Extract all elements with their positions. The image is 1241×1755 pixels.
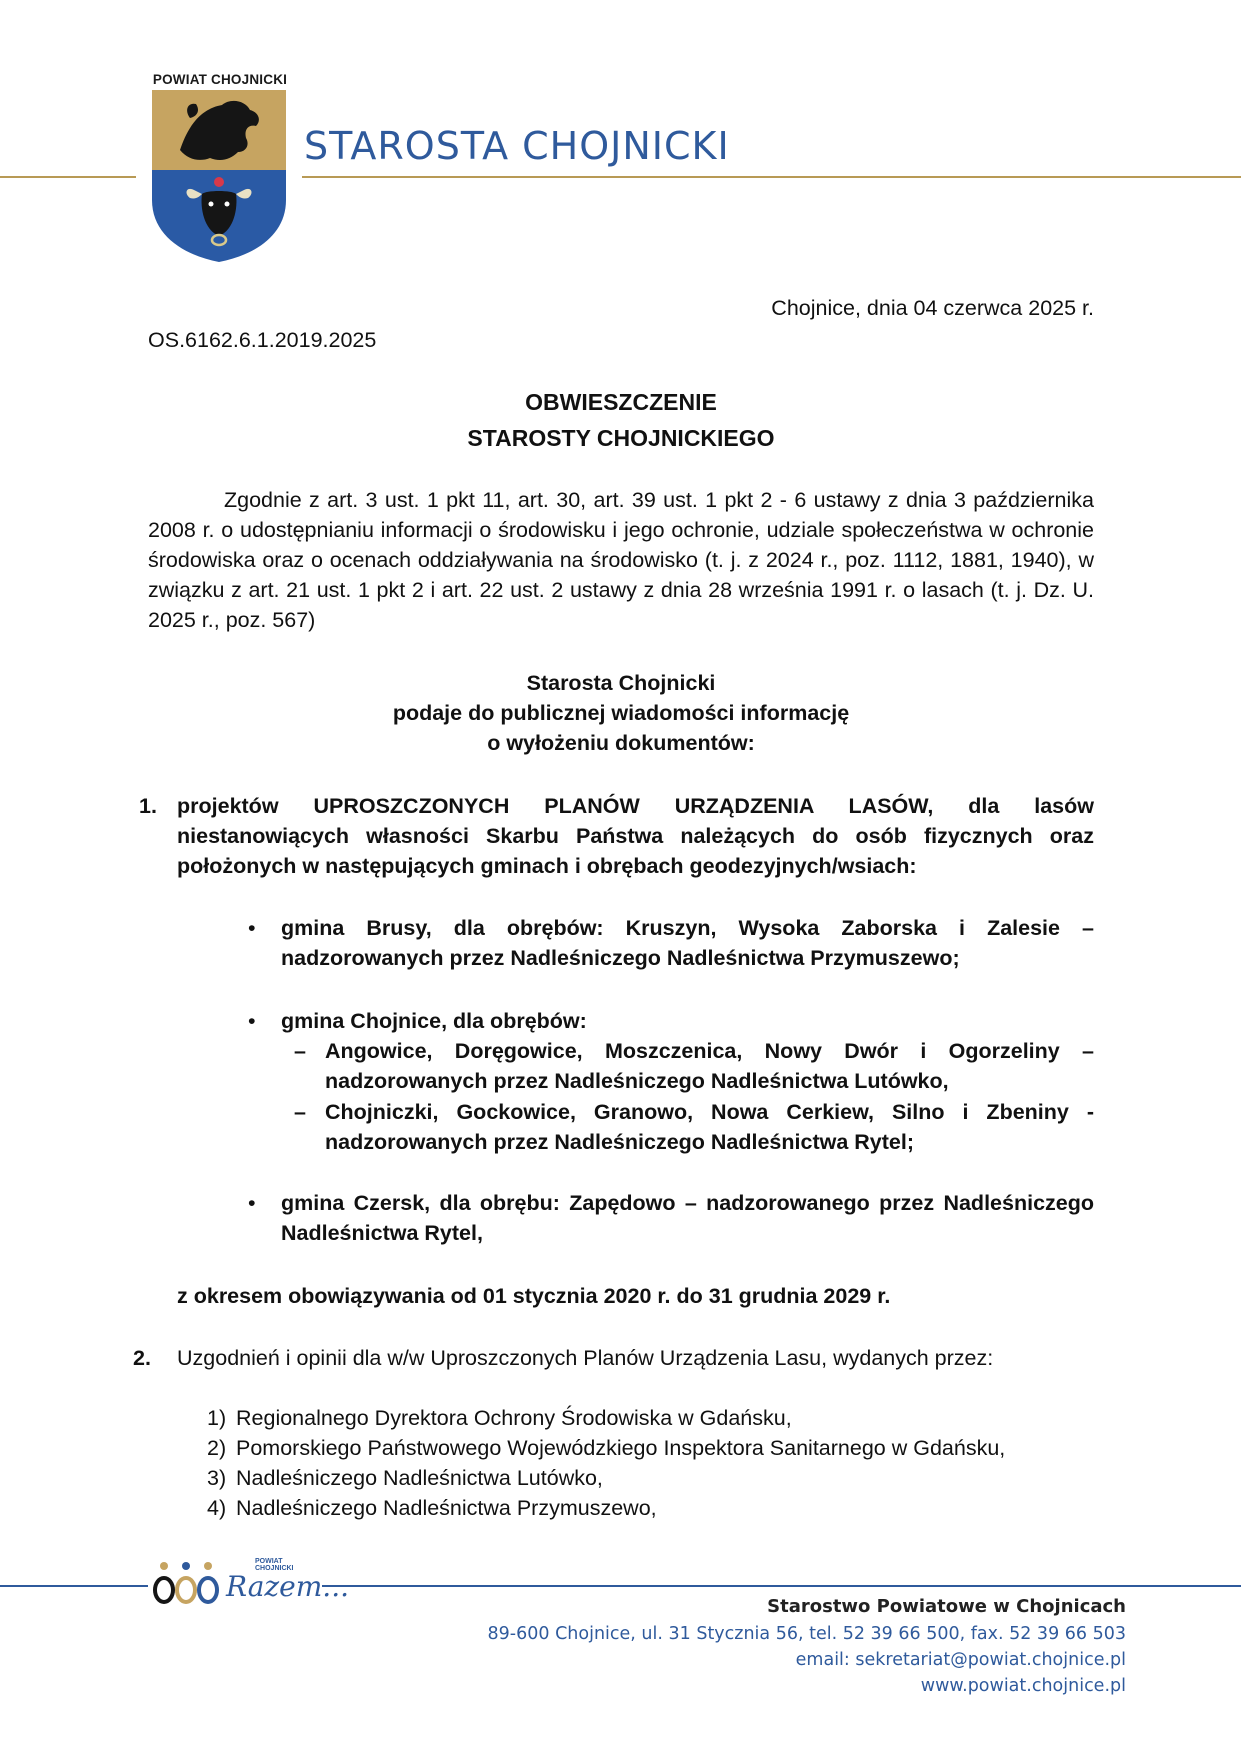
razem-logo-icon — [152, 1558, 222, 1608]
footer-logo-word: Razem... — [226, 1570, 349, 1603]
footer-address: 89-600 Chojnice, ul. 31 Stycznia 56, tel. 52 39 66 500, fax. 52 39 66 503 — [487, 1624, 1126, 1644]
item2-sub-number: 2) — [207, 1436, 227, 1460]
item2-sub-number: 1) — [207, 1406, 227, 1430]
document-date: Chojnice, dnia 04 czerwca 2025 r. — [771, 296, 1094, 320]
header-rule-left — [0, 176, 136, 178]
item2-text: Uzgodnień i opinii dla w/w Uproszczonych Planów Urządzenia Lasu, wydanych przez: — [177, 1346, 994, 1370]
item2-sub-text: Pomorskiego Państwowego Wojewódzkiego Inspektora Sanitarnego w Gdańsku, — [236, 1436, 1006, 1460]
heading-line2: STAROSTY CHOJNICKIEGO — [467, 425, 775, 451]
item1-bullet-czersk: gmina Czersk, dla obrębu: Zapędowo – nadzorowanego przez Nadleśniczego Nadleśnictwa Rytel, — [281, 1191, 1094, 1245]
footer-office: Starostwo Powiatowe w Chojnicach — [767, 1596, 1126, 1617]
item1-bullet-chojnice: gmina Chojnice, dla obrębów: — [281, 1009, 587, 1033]
brand-title: STAROSTA CHOJNICKI — [304, 124, 730, 168]
item1-bullet-brusy: gmina Brusy, dla obrębów: Kruszyn, Wysoka Zaborska i Zalesie – nadzorowanych przez Nadleśniczego Nadleśnictwa Przymuszewo; — [281, 916, 1094, 970]
dash-icon: – — [294, 1039, 306, 1063]
announcement-line3: o wyłożeniu dokumentów: — [487, 731, 755, 755]
item2-sub-text: Nadleśniczego Nadleśnictwa Lutówko, — [236, 1466, 603, 1490]
bullet-icon: • — [248, 916, 256, 940]
item2-sub-text: Regionalnego Dyrektora Ochrony Środowiska w Gdańsku, — [236, 1406, 792, 1430]
intro-paragraph — [148, 485, 1094, 635]
coat-of-arms-icon — [150, 90, 288, 262]
crest-caption: POWIAT CHOJNICKI — [152, 72, 288, 87]
case-signature: OS.6162.6.1.2019.2025 — [148, 328, 377, 352]
announcement-line2: podaje do publicznej wiadomości informację — [392, 701, 850, 725]
item1-number: 1. — [139, 794, 157, 818]
footer-website[interactable]: www.powiat.chojnice.pl — [920, 1676, 1126, 1696]
footer-email[interactable]: email: sekretariat@powiat.chojnice.pl — [795, 1650, 1126, 1670]
item1-validity: z okresem obowiązywania od 01 stycznia 2020 r. do 31 grudnia 2029 r. — [177, 1284, 891, 1308]
item2-sub-text: Nadleśniczego Nadleśnictwa Przymuszewo, — [236, 1496, 657, 1520]
announcement-line1: Starosta Chojnicki — [526, 671, 716, 695]
footer-rule-right — [322, 1585, 1241, 1587]
bullet-icon: • — [248, 1009, 256, 1033]
item1-text: projektów UPROSZCZONYCH PLANÓW URZĄDZENIA LASÓW, dla lasów niestanowiących własności Skarbu Państwa należących do osób fizycznych oraz położonych w następujących gminach i obrębach geodezyjnych/wsiach: — [177, 794, 1094, 878]
footer-logo-caption: POWIAT CHOJNICKI — [255, 1558, 294, 1572]
heading-line1: OBWIESZCZENIE — [525, 389, 717, 415]
item1-dash2: Chojniczki, Gockowice, Granowo, Nowa Cerkiew, Silno i Zbeniny - nadzorowanych przez Nadleśniczego Nadleśnictwa Rytel; — [325, 1100, 1094, 1154]
item2-sub-number: 4) — [207, 1496, 227, 1520]
header-rule-right — [302, 176, 1241, 178]
intro-text: Zgodnie z art. 3 ust. 1 pkt 11, art. 30, art. 39 ust. 1 pkt 2 - 6 ustawy z dnia 3 października 2008 r. o udostępnianiu informacji o środowisku i jego ochronie, udziale społeczeństwa w ochronie środowiska oraz o ocenach oddziaływania na środowisko (t. j. z 2024 r., poz. 1112, 1881, 1940), w związku z art. 21 ust. 1 pkt 2 i art. 22 ust. 2 ustawy z dnia 28 września 1991 r. o lasach (t. j. Dz. U. 2025 r., poz. 567) — [148, 488, 1094, 632]
item2-sub-number: 3) — [207, 1466, 227, 1490]
item1-dash1: Angowice, Doręgowice, Moszczenica, Nowy Dwór i Ogorzeliny – nadzorowanych przez Nadleśniczego Nadleśnictwa Lutówko, — [325, 1039, 1094, 1093]
item2-number: 2. — [133, 1346, 151, 1370]
bullet-icon: • — [248, 1191, 256, 1215]
footer-rule-left — [0, 1585, 148, 1587]
dash-icon: – — [294, 1100, 306, 1124]
